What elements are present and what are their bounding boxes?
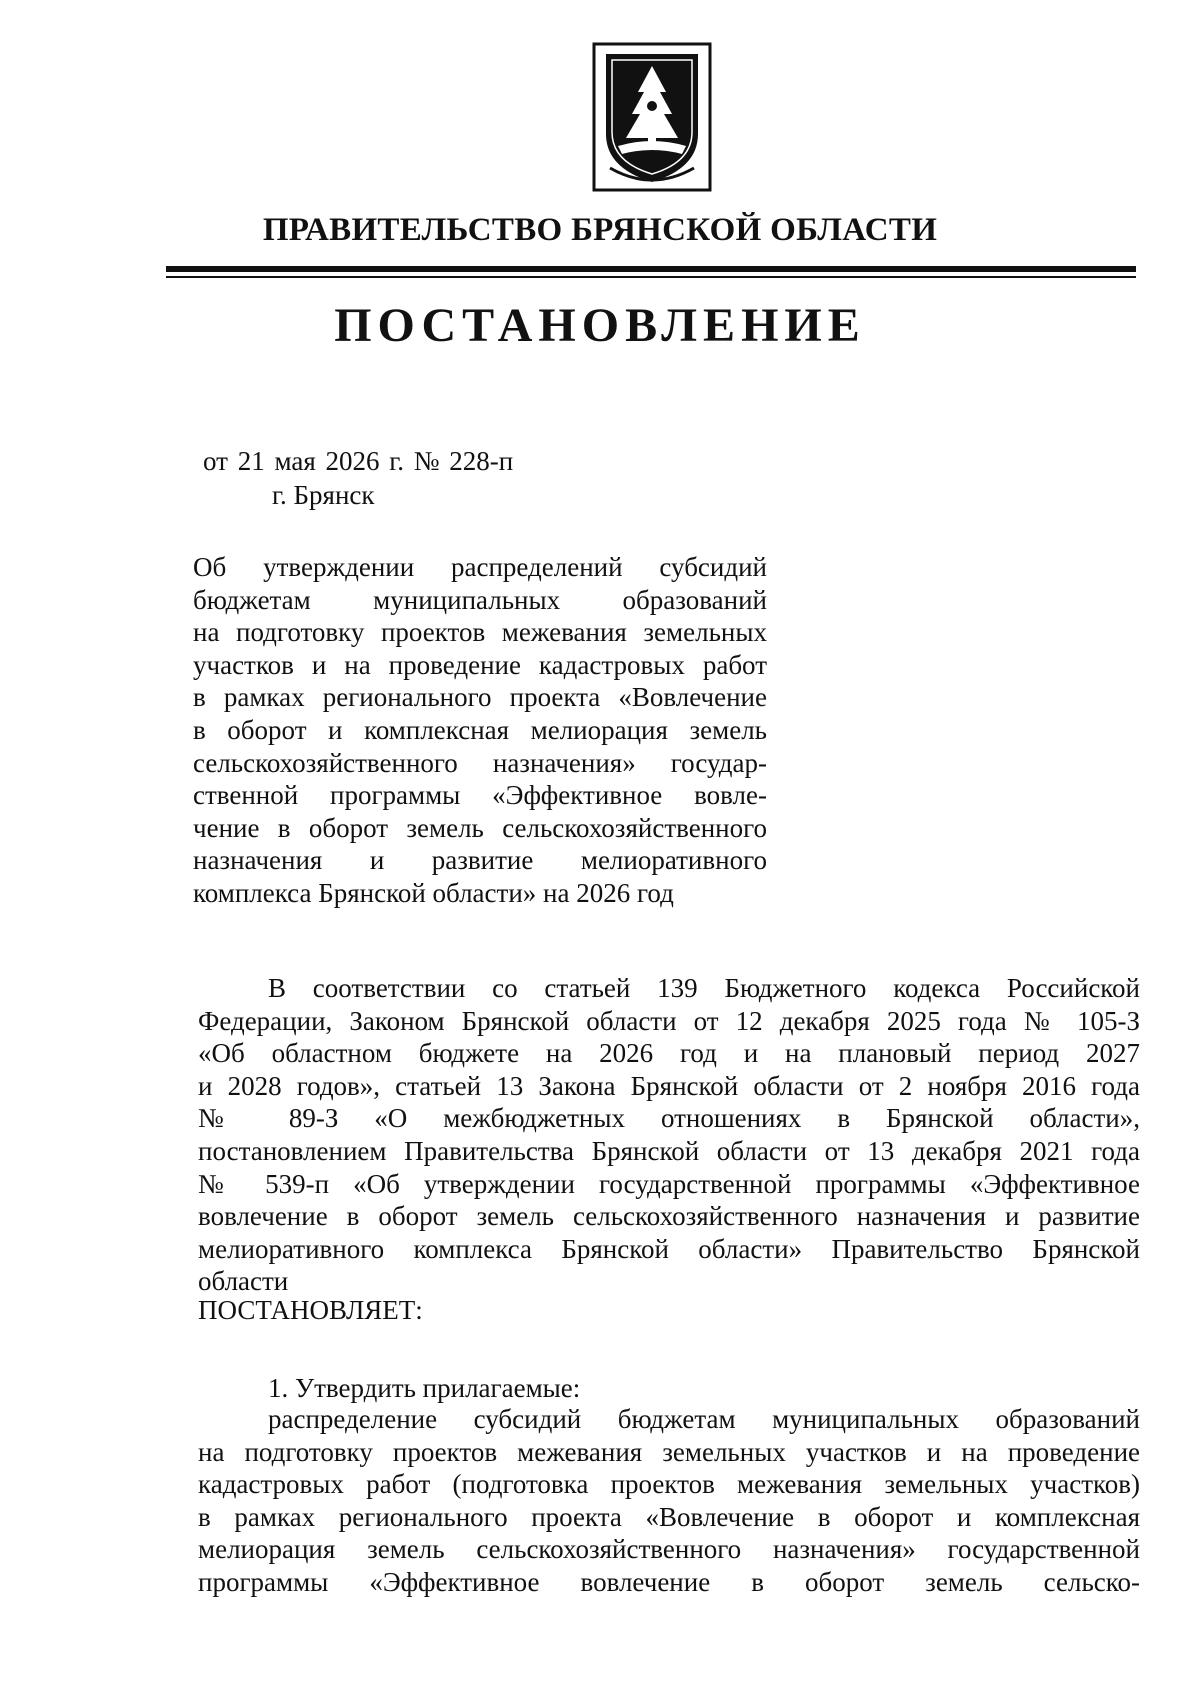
document-date-number: от 21 мая 2026 г. № 228-п (203, 446, 514, 476)
subject-line: Об утверждении распределений субсидий (193, 552, 767, 582)
item-1-line: распределение субсидий бюджетам муниципальных образований (268, 1404, 1140, 1434)
item-1-line: на подготовку проектов межевания земельных участков и на проведение (198, 1436, 1140, 1467)
subject-line: комплекса Брянской области» на 2026 год (193, 877, 674, 908)
subject-line: в оборот и комплексная мелиорация земель (193, 714, 767, 745)
preamble-line: «Об областном бюджете на 2026 год и на плановый период 2027 (198, 1038, 1140, 1069)
subject-line: чение в оборот земель сельскохозяйственного (193, 812, 767, 843)
document-type-title: ПОСТАНОВЛЕНИЕ (334, 299, 866, 352)
preamble-line: области (198, 1266, 289, 1297)
header-rule-thick (166, 266, 1136, 272)
preamble-line: Федерации, Законом Брянской области от 12 декабря 2025 года № 105-З (198, 1005, 1140, 1036)
decree-word: ПОСТАНОВЛЯЕТ: (198, 1295, 423, 1325)
preamble-line: № 539-п «Об утверждении государственной программы «Эффективное (198, 1168, 1140, 1199)
subject-line: на подготовку проектов межевания земельных (193, 617, 767, 648)
subject-line: в рамках регионального проекта «Вовлечение (193, 682, 767, 713)
item-1-line: в рамках регионального проекта «Вовлечение в оборот и комплексная (198, 1501, 1140, 1532)
header-rule-thin (166, 276, 1136, 278)
preamble-line: мелиоративного комплекса Брянской области» Правительство Брянской (198, 1233, 1140, 1264)
item-1-paragraph (198, 1403, 1140, 1599)
item-1-heading: 1. Утвердить прилагаемые: (268, 1373, 581, 1403)
subject-line: ственной программы «Эффективное вовле- (193, 780, 767, 811)
preamble-line: и 2028 годов», статьей 13 Закона Брянской области от 2 ноября 2016 года (198, 1070, 1140, 1101)
preamble-line: В соответствии со статьей 139 Бюджетного кодекса Российской (268, 973, 1140, 1003)
item-1-line: кадастровых работ (подготовка проектов межевания земельных участков) (198, 1469, 1140, 1500)
subject-line: бюджетам муниципальных образований (193, 584, 767, 615)
preamble-line: № 89-З «О межбюджетных отношениях в Брянской области», (198, 1103, 1140, 1134)
document-city: г. Брянск (272, 480, 375, 510)
government-title: ПРАВИТЕЛЬСТВО БРЯНСКОЙ ОБЛАСТИ (262, 212, 938, 248)
subject-line: сельскохозяйственного назначения» государ- (193, 747, 767, 778)
preamble-paragraph (198, 972, 1140, 1298)
subject-line: участков и на проведение кадастровых работ (193, 649, 767, 680)
preamble-line: вовлечение в оборот земель сельскохозяйственного назначения и развитие (198, 1201, 1140, 1232)
preamble-line: постановлением Правительства Брянской области от 13 декабря 2021 года (198, 1135, 1140, 1166)
item-1-line: мелиорация земель сельскохозяйственного назначения» государственной (198, 1534, 1140, 1565)
subject-line: назначения и развитие мелиоративного (193, 845, 767, 876)
item-1-line: программы «Эффективное вовлечение в оборот земель сельско- (198, 1566, 1140, 1597)
document-subject (193, 551, 767, 910)
coat-of-arms-emblem (592, 42, 712, 192)
